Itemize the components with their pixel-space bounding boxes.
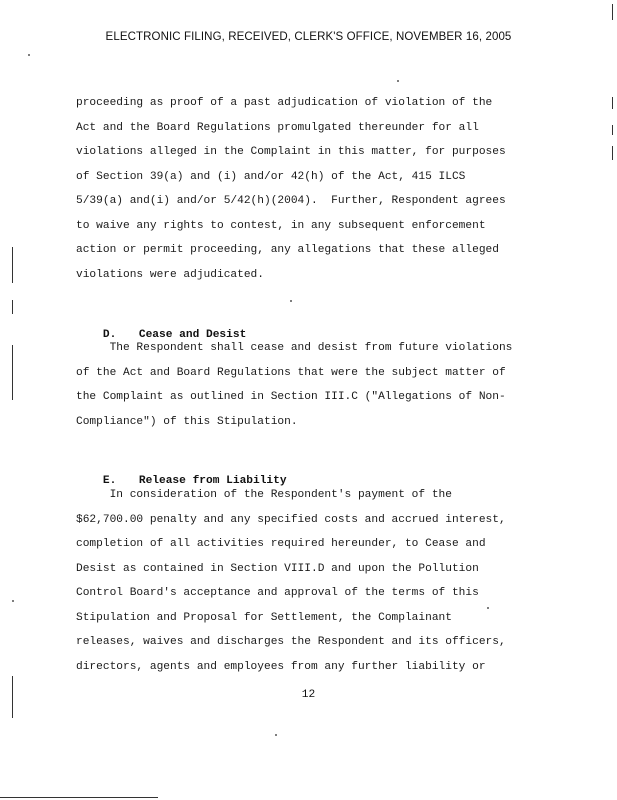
text-line: releases, waives and discharges the Respondent and its officers,: [76, 636, 506, 648]
section-e-title: Release from Liability: [138, 475, 287, 487]
text-line: Compliance") of this Stipulation.: [76, 415, 298, 428]
scan-mark-left-2: [12, 300, 13, 314]
section-d-title: Cease and Desist: [138, 329, 247, 341]
scan-speck: [28, 54, 30, 56]
text-line: The Respondent shall cease and desist from future violations: [76, 342, 513, 354]
text-line: $62,700.00 penalty and any specified costs and accrued interest,: [76, 513, 506, 526]
scan-mark-left-3: [12, 345, 13, 400]
text-line: action or permit proceeding, any allegations that these alleged: [76, 244, 499, 256]
scan-mark-right-3: [612, 146, 613, 160]
scan-mark-right-1: [612, 97, 613, 109]
scan-mark-right-top: [612, 4, 613, 20]
text-line: to waive any rights to contest, in any subsequent enforcement: [76, 219, 486, 232]
text-line: Act and the Board Regulations promulgated thereunder for all: [76, 121, 479, 134]
section-d-letter: D.: [102, 329, 117, 341]
text-line: completion of all activities required hereunder, to Cease and: [76, 538, 486, 550]
text-line: violations were adjudicated.: [76, 268, 264, 281]
filing-stamp-header: ELECTRONIC FILING, RECEIVED, CLERK'S OFFICE, NOVEMBER 16, 2005: [105, 31, 512, 43]
text-line: Desist as contained in Section VIII.D and upon the Pollution: [76, 562, 479, 575]
section-e-letter: E.: [102, 475, 117, 487]
text-line: the Complaint as outlined in Section III.C ("Allegations of Non-: [76, 391, 506, 403]
scan-mark-right-2: [612, 125, 613, 135]
text-line: proceeding as proof of a past adjudication of violation of the: [76, 97, 493, 109]
scan-mark-bottom-line: [0, 797, 158, 798]
text-line: Stipulation and Proposal for Settlement, the Complainant: [76, 611, 452, 624]
text-line: Control Board's acceptance and approval of the terms of this: [76, 587, 479, 599]
scan-speck: [275, 734, 277, 736]
text-line: 5/39(a) and(i) and/or 5/42(h)(2004). Further, Respondent agrees: [76, 195, 506, 207]
scan-mark-left-4: [12, 676, 13, 718]
text-line: of the Act and Board Regulations that were the subject matter of: [76, 366, 506, 379]
scan-speck: [12, 600, 14, 602]
scan-speck: [290, 300, 292, 302]
text-line: of Section 39(a) and (i) and/or 42(h) of the Act, 415 ILCS: [76, 170, 466, 183]
text-line: violations alleged in the Complaint in this matter, for purposes: [76, 146, 506, 158]
scan-speck: [487, 607, 489, 609]
scan-mark-left-1: [12, 247, 13, 283]
section-e-paragraph: [76, 489, 506, 673]
paragraph-continuation: [76, 97, 506, 281]
scan-speck: [397, 80, 399, 82]
section-d-paragraph: [76, 342, 513, 428]
page-number: 12: [301, 689, 316, 701]
text-line: In consideration of the Respondent's payment of the: [76, 489, 452, 501]
text-line: directors, agents and employees from any further liability or: [76, 660, 486, 673]
